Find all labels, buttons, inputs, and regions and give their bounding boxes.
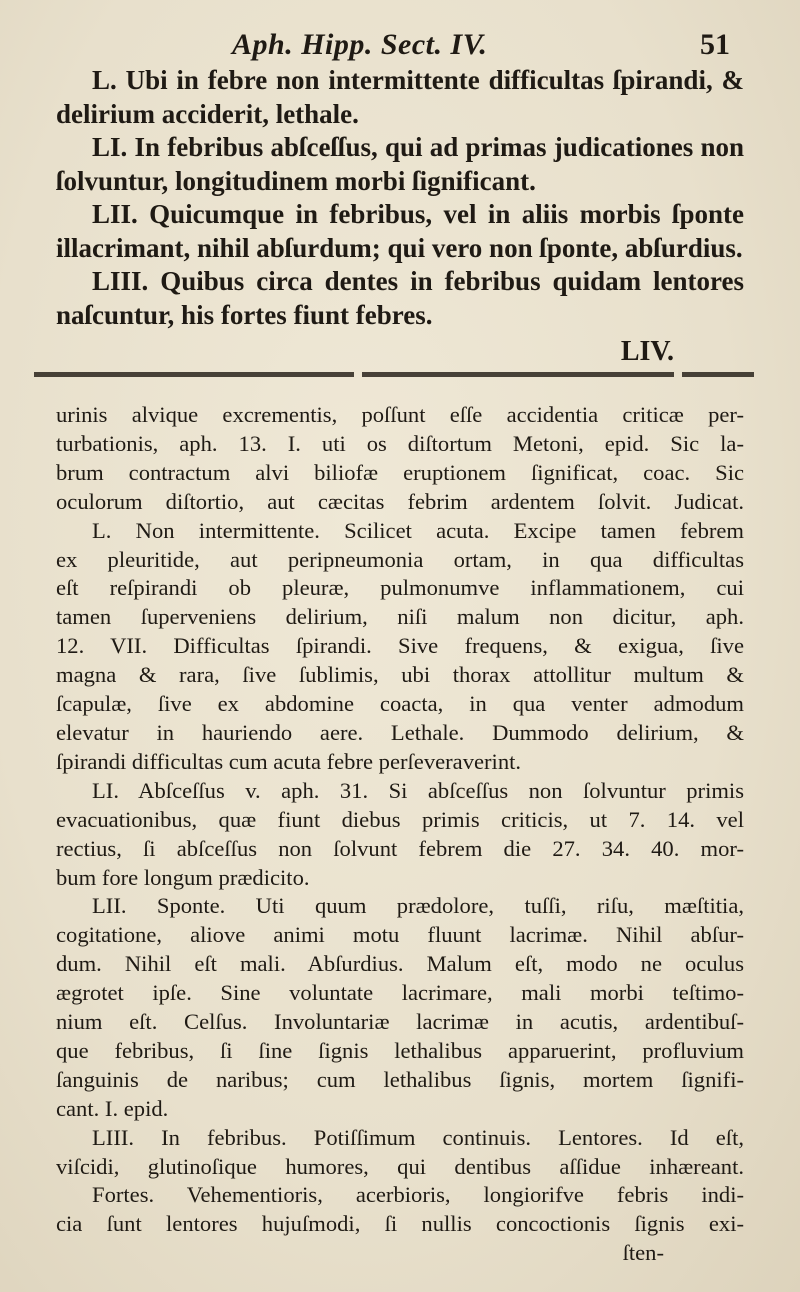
aphorism-number: LIII. (92, 266, 149, 296)
commentary-line: bum fore longum prædicito. (56, 864, 310, 890)
commentary-line: Fortes. Vehementioris, acerbioris, longiorifve febris indi- (92, 1182, 744, 1208)
commentary-line: cia ſunt lentores hujuſmodi, ſi nullis concoctionis ſignis exi- (56, 1211, 744, 1237)
commentary-line: 12. VII. Difficultas ſpirandi. Sive frequens, & exigua, ſive (56, 633, 744, 659)
commentary-line: ſpirandi difficultas cum acuta febre perſeveraverint. (56, 748, 522, 774)
page-number: 51 (700, 28, 730, 61)
commentary-block (56, 401, 744, 1268)
commentary-line: magna & rara, ſive ſublimis, ubi thorax attollitur multum & (56, 662, 744, 688)
final-catchword: ſten- (622, 1240, 664, 1266)
commentary-line: LIII. In febribus. Potiſſimum continuis. Lentores. Id eſt, (92, 1124, 744, 1150)
commentary-line: cogitatione, aliove animi motu fluunt lacrimæ. Nihil abſur- (56, 922, 744, 948)
aphorism-number: LI. (92, 132, 128, 162)
commentary-line: ſcapulæ, ſive ex abdomine coacta, in qua venter admodum (56, 691, 744, 717)
commentary-line: que febribus, ſi ſine ſignis lethalibus apparuerint, profluvium (56, 1037, 744, 1063)
commentary-line: evacuationibus, quæ fiunt diebus primis criticis, ut 7. 14. vel (56, 806, 744, 832)
commentary-line: LII. Sponte. Uti quum prædolore, tuſſi, riſu, mæſtitia, (92, 893, 744, 919)
commentary-line: ex pleuritide, aut peripneumonia ortam, in qua difficultas (56, 546, 744, 572)
commentary-line: viſcidi, glutinoſique humores, qui dentibus aſſidue inhæreant. (56, 1153, 744, 1179)
aphorism-text: Ubi in febre non intermittente difficultas ſpirandi, & delirium acciderit, lethale. (56, 65, 744, 129)
commentary-line: rectius, ſi abſceſſus non ſolvunt febrem die 27. 34. 40. mor- (56, 835, 744, 861)
aphorism-51 (56, 131, 744, 198)
aphorisms-block (56, 64, 744, 372)
aphorism-53 (56, 265, 744, 332)
catchword: LIV. (620, 336, 674, 367)
commentary-line: ægrotet ipſe. Sine voluntate lacrimare, mali morbi teſtimo- (56, 980, 744, 1006)
aphorism-text: Quibus circa dentes in febribus quidam lentores naſcuntur, his fortes fiunt febres. (56, 266, 745, 330)
aphorism-52 (56, 198, 744, 265)
page-header (56, 28, 744, 64)
commentary-line: LI. Abſceſſus v. aph. 31. Si abſceſſus non ſolvuntur primis (92, 777, 744, 803)
commentary-line: oculorum diſtortio, aut cæcitas febrim ardentem ſolvit. Judicat. (56, 488, 744, 514)
commentary-line: dum. Nihil eſt mali. Abſurdius. Malum eſt, modo ne oculus (56, 951, 744, 977)
aphorism-text: Quicumque in febribus, vel in aliis morbis ſponte illacrimant, nihil abſurdum; qui vero non ſponte, abſurdius. (56, 199, 744, 263)
commentary-line: urinis alvique excrementis, poſſunt eſſe accidentia criticæ per- (56, 402, 744, 427)
aphorism-text: In febribus abſceſſus, qui ad primas judicationes non ſolvuntur, longitudinem morbi ſignificant. (56, 132, 744, 196)
commentary-line: elevatur in hauriendo aere. Lethale. Dummodo delirium, & (56, 719, 744, 745)
commentary-line: L. Non intermittente. Scilicet acuta. Excipe tamen febrem (92, 517, 744, 543)
commentary-line: turbationis, aph. 13. I. uti os diſtortum Metoni, epid. Sic la- (56, 430, 744, 456)
commentary-line: nium eſt. Celſus. Involuntariæ lacrimæ in acutis, ardentibuſ- (56, 1009, 744, 1035)
aphorism-50 (56, 64, 744, 131)
commentary-line: eſt reſpirandi ob pleuræ, pulmonumve inflammationem, cui (56, 575, 744, 601)
section-divider (34, 372, 754, 377)
commentary-line: cant. I. epid. (56, 1095, 169, 1121)
aphorism-number: L. (92, 65, 117, 95)
aphorism-number: LII. (92, 199, 138, 229)
commentary-line: brum contractum alvi biliofæ eruptionem ſignificat, coac. Sic (56, 459, 744, 485)
commentary-line: tamen ſuperveniens delirium, niſi malum non dicitur, aph. (56, 604, 744, 630)
commentary-line: ſanguinis de naribus; cum lethalibus ſignis, mortem ſignifi- (56, 1066, 744, 1092)
running-head: Aph. Hipp. Sect. IV. (232, 28, 488, 61)
